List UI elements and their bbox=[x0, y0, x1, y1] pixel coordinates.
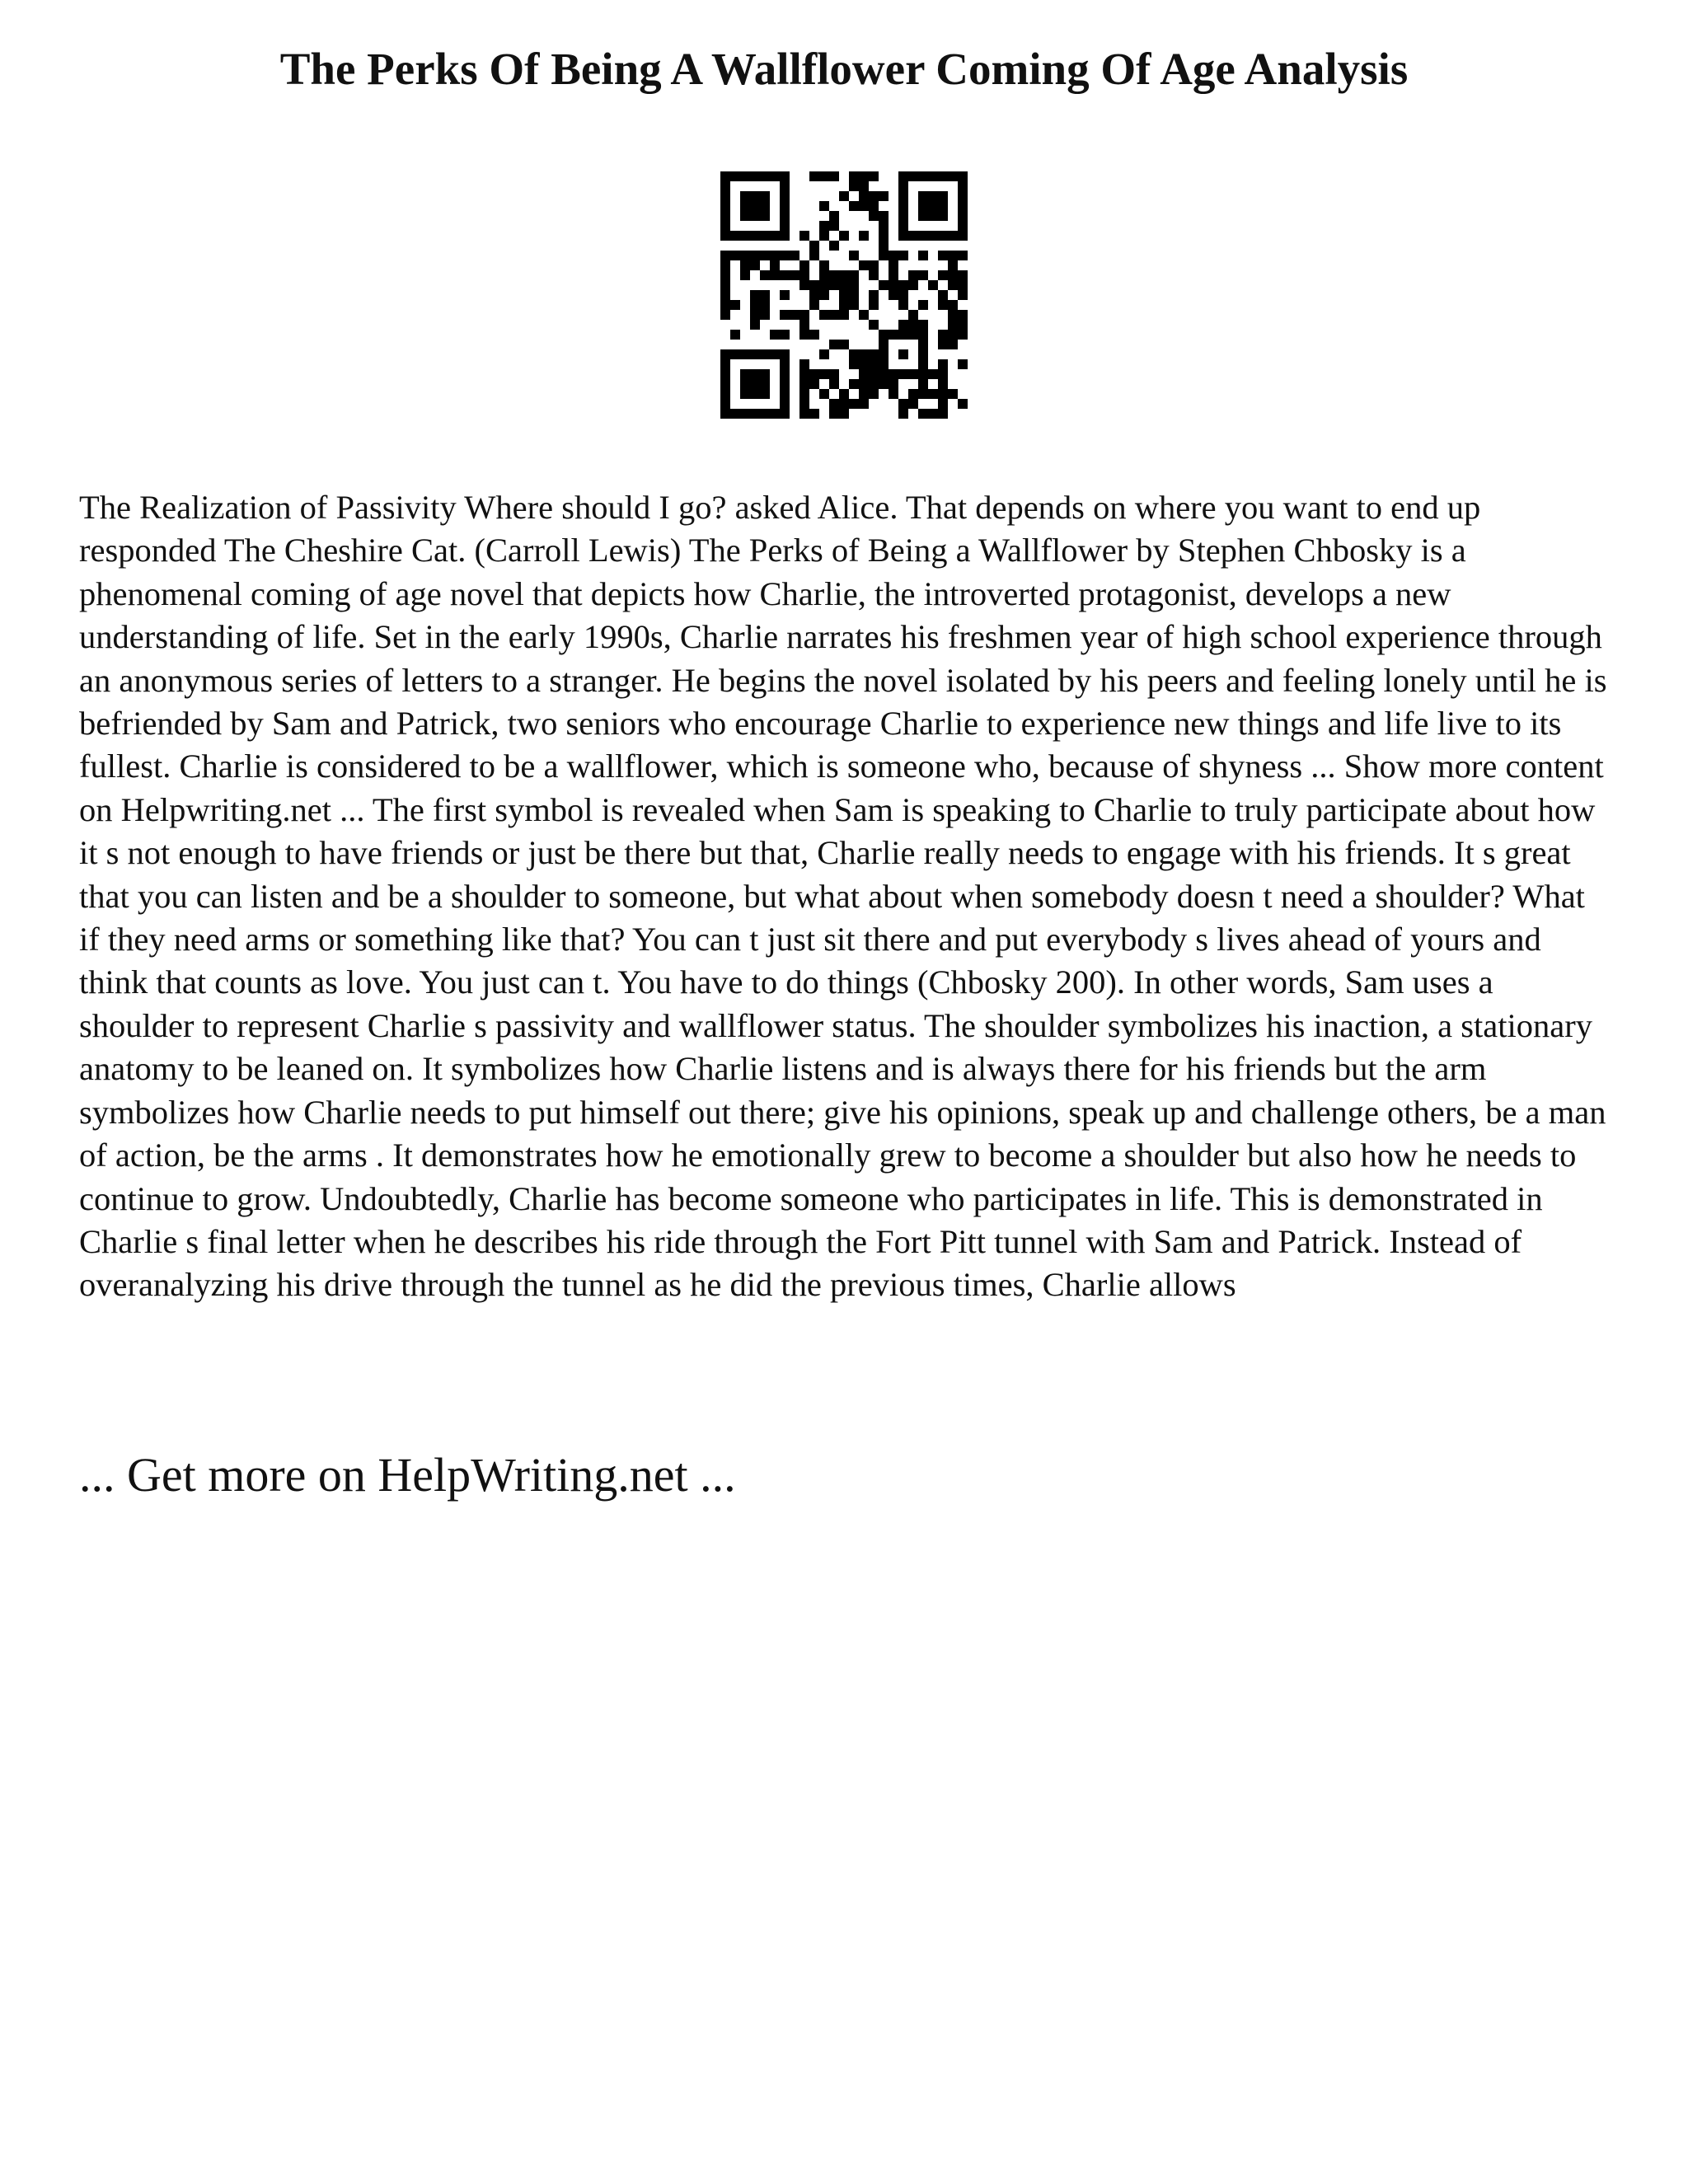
qr-module bbox=[790, 270, 799, 280]
qr-module bbox=[799, 409, 809, 419]
qr-module bbox=[750, 300, 760, 310]
qr-module bbox=[869, 260, 879, 270]
qr-module bbox=[839, 399, 849, 409]
qr-module bbox=[948, 280, 958, 290]
qr-module bbox=[898, 399, 908, 409]
qr-module bbox=[859, 310, 869, 320]
qr-module bbox=[829, 241, 839, 251]
qr-module bbox=[829, 369, 839, 379]
qr-module bbox=[908, 389, 918, 399]
qr-module bbox=[730, 300, 740, 310]
qr-module bbox=[928, 369, 938, 379]
qr-module bbox=[859, 349, 869, 359]
qr-module bbox=[938, 359, 948, 369]
qr-module bbox=[799, 270, 809, 280]
qr-module bbox=[869, 389, 879, 399]
qr-module bbox=[849, 171, 859, 181]
qr-module bbox=[869, 369, 879, 379]
qr-module bbox=[879, 340, 889, 349]
qr-module bbox=[938, 379, 948, 389]
qr-module bbox=[898, 409, 908, 419]
qr-module bbox=[720, 251, 730, 260]
qr-module bbox=[879, 191, 889, 201]
qr-module bbox=[948, 270, 958, 280]
qr-module bbox=[730, 330, 740, 340]
qr-module bbox=[958, 181, 968, 231]
qr-module bbox=[918, 369, 928, 379]
qr-module bbox=[938, 340, 948, 349]
qr-module bbox=[720, 280, 730, 290]
qr-module bbox=[849, 359, 859, 369]
qr-module bbox=[869, 379, 879, 389]
qr-module bbox=[849, 290, 859, 300]
document-title: The Perks Of Being A Wallflower Coming Of Age Analysis bbox=[279, 44, 1409, 94]
qr-module bbox=[799, 320, 809, 330]
qr-module bbox=[819, 369, 829, 379]
body-paragraph: The Realization of Passivity Where should I go? asked Alice. That depends on where you want to end up responded The Cheshire Cat. (Carroll Lewis) The Perks of Being a Wallflower by Stephen Chbosky is a phenomenal coming of age novel that depicts how Charlie, the introverted protagonist, develops a new understanding of life. Set in the early 1990s, Charlie narrates his freshmen year of high school experience through an anonymous series of letters to a stranger. He begins the novel isolated by his peers and feeling lonely until he is befriended by Sam and Patrick, two seniors who encourage Charlie to experience new things and life live to its fullest. Charlie is considered to be a wallflower, which is someone who, because of shyness ... Show more content on Helpwriting.net ... The first symbol is revealed when Sam is speaking to Charlie to truly participate about how it s not enough to have friends or just be there but that, Charlie really needs to engage with his friends. It s great that you can listen and be a shoulder to someone, but what about when somebody doesn t need a shoulder? What if they need arms or something like that? You can t just sit there and put everybody s lives ahead of yours and think that counts as love. You just can t. You have to do things (Chbosky 200). In other words, Sam uses a shoulder to represent Charlie s passivity and wallflower status. The shoulder symbolizes his inaction, a stationary anatomy to be leaned on. It symbolizes how Charlie listens and is always there for his friends but the arm symbolizes how Charlie needs to put himself out there; give his opinions, speak up and challenge others, be a man of action, be the arms . It demonstrates how he emotionally grew to become a shoulder but also how he needs to continue to grow. Undoubtedly, Charlie has become someone who participates in life. This is demonstrated in Charlie s final letter when he describes his ride through the Fort Pitt tunnel with Sam and Patrick. Instead of overanalyzing his drive through the tunnel as he did the previous times, Charlie allows bbox=[79, 489, 1607, 1304]
qr-module bbox=[889, 330, 898, 340]
qr-module bbox=[859, 399, 869, 409]
qr-module bbox=[869, 290, 879, 300]
qr-module bbox=[898, 320, 908, 330]
qr-module bbox=[780, 181, 790, 231]
qr-module bbox=[720, 270, 730, 280]
qr-module bbox=[879, 280, 889, 290]
qr-module bbox=[819, 231, 829, 241]
qr-module bbox=[770, 270, 780, 280]
qr-module bbox=[859, 359, 869, 369]
qr-module bbox=[908, 330, 918, 340]
qr-module bbox=[809, 409, 819, 419]
qr-module bbox=[908, 399, 918, 409]
qr-module bbox=[938, 399, 948, 409]
qr-module bbox=[898, 369, 908, 379]
qr-module bbox=[918, 270, 928, 280]
qr-module bbox=[720, 260, 730, 270]
qr-module bbox=[879, 211, 889, 221]
qr-module bbox=[829, 171, 839, 181]
qr-module bbox=[849, 251, 859, 260]
qr-module bbox=[720, 300, 730, 310]
qr-module bbox=[750, 260, 760, 270]
qr-module bbox=[908, 369, 918, 379]
qr-module bbox=[849, 201, 859, 211]
qr-module bbox=[879, 359, 889, 369]
get-more-link[interactable]: ... Get more on HelpWriting.net ... bbox=[79, 1448, 736, 1502]
qr-module bbox=[829, 211, 839, 221]
qr-module bbox=[869, 270, 879, 280]
qr-module bbox=[859, 389, 869, 399]
qr-module bbox=[839, 270, 849, 280]
qr-module bbox=[898, 300, 908, 310]
qr-module bbox=[849, 181, 859, 191]
qr-module bbox=[819, 171, 829, 181]
qr-module bbox=[889, 379, 898, 389]
qr-code-graphic bbox=[720, 171, 968, 419]
qr-module bbox=[918, 389, 928, 399]
qr-module bbox=[918, 409, 928, 419]
qr-module bbox=[720, 171, 790, 181]
qr-module bbox=[780, 270, 790, 280]
qr-module bbox=[750, 320, 760, 330]
qr-module bbox=[799, 280, 809, 290]
qr-module bbox=[859, 379, 869, 389]
qr-module bbox=[819, 290, 829, 300]
qr-module bbox=[849, 349, 859, 359]
qr-module bbox=[819, 389, 829, 399]
qr-module bbox=[799, 330, 809, 340]
qr-module bbox=[740, 369, 770, 399]
qr-module bbox=[839, 290, 849, 300]
qr-module bbox=[948, 310, 958, 320]
qr-module bbox=[938, 270, 948, 280]
qr-module bbox=[879, 241, 889, 251]
qr-module bbox=[948, 300, 958, 310]
qr-module bbox=[938, 389, 948, 399]
qr-module bbox=[829, 310, 839, 320]
qr-module bbox=[819, 260, 829, 270]
qr-module bbox=[889, 260, 898, 270]
qr-module bbox=[918, 359, 928, 369]
qr-module bbox=[958, 320, 968, 330]
qr-module bbox=[799, 389, 809, 399]
qr-module bbox=[799, 310, 809, 320]
qr-module bbox=[839, 310, 849, 320]
qr-module bbox=[819, 221, 829, 231]
qr-module bbox=[889, 251, 898, 260]
qr-module bbox=[720, 359, 730, 409]
qr-module bbox=[918, 251, 928, 260]
qr-module bbox=[879, 330, 889, 340]
qr-module bbox=[958, 280, 968, 290]
qr-module bbox=[938, 251, 948, 260]
qr-module bbox=[849, 280, 859, 290]
qr-module bbox=[869, 201, 879, 211]
qr-module bbox=[799, 399, 809, 409]
qr-module bbox=[740, 260, 750, 270]
qr-module bbox=[819, 349, 829, 359]
qr-module bbox=[720, 290, 730, 300]
qr-module bbox=[819, 310, 829, 320]
qr-module bbox=[889, 389, 898, 399]
qr-module bbox=[809, 330, 819, 340]
qr-module bbox=[839, 340, 849, 349]
qr-module bbox=[720, 349, 790, 359]
qr-module bbox=[760, 300, 770, 310]
qr-module bbox=[908, 310, 918, 320]
qr-module bbox=[889, 280, 898, 290]
qr-module bbox=[898, 171, 968, 181]
qr-module bbox=[740, 270, 750, 280]
qr-module bbox=[879, 379, 889, 389]
qr-module bbox=[859, 260, 869, 270]
qr-module bbox=[859, 231, 869, 241]
qr-module bbox=[859, 171, 869, 181]
qr-module bbox=[839, 191, 849, 201]
qr-module bbox=[819, 201, 829, 211]
qr-module bbox=[829, 409, 839, 419]
qr-module bbox=[879, 349, 889, 359]
qr-module bbox=[948, 251, 958, 260]
qr-module bbox=[780, 359, 790, 409]
qr-module bbox=[809, 379, 819, 389]
qr-module bbox=[809, 251, 819, 260]
qr-module bbox=[938, 369, 948, 379]
qr-module bbox=[898, 280, 908, 290]
qr-module bbox=[829, 280, 839, 290]
qr-module bbox=[720, 231, 790, 241]
qr-module bbox=[879, 251, 889, 260]
qr-module bbox=[780, 330, 790, 340]
qr-module bbox=[879, 221, 889, 231]
qr-module bbox=[780, 251, 790, 260]
qr-module bbox=[869, 320, 879, 330]
qr-module bbox=[918, 379, 928, 389]
qr-module bbox=[958, 270, 968, 280]
qr-module bbox=[829, 270, 839, 280]
qr-module bbox=[898, 290, 908, 300]
qr-module bbox=[928, 280, 938, 290]
qr-module bbox=[809, 300, 819, 310]
qr-module bbox=[948, 260, 958, 270]
qr-module bbox=[889, 270, 898, 280]
qr-module bbox=[829, 221, 839, 231]
qr-module bbox=[928, 389, 938, 399]
qr-module bbox=[799, 231, 809, 241]
qr-module bbox=[948, 330, 958, 340]
qr-module bbox=[898, 330, 908, 340]
qr-module bbox=[859, 181, 869, 191]
qr-module bbox=[839, 300, 849, 310]
qr-module bbox=[889, 290, 898, 300]
qr-module bbox=[790, 310, 799, 320]
qr-module bbox=[750, 251, 760, 260]
qr-module bbox=[819, 280, 829, 290]
qr-module bbox=[958, 290, 968, 300]
qr-module bbox=[908, 270, 918, 280]
qr-module bbox=[839, 409, 849, 419]
qr-module bbox=[849, 379, 859, 389]
qr-module bbox=[809, 369, 819, 379]
qr-module bbox=[740, 191, 770, 221]
qr-module bbox=[869, 359, 879, 369]
qr-module bbox=[908, 320, 918, 330]
qr-module bbox=[799, 260, 809, 270]
qr-module bbox=[958, 399, 968, 409]
qr-module bbox=[829, 379, 839, 389]
qr-module bbox=[938, 290, 948, 300]
qr-module bbox=[839, 280, 849, 290]
qr-module bbox=[859, 201, 869, 211]
qr-module bbox=[720, 181, 730, 231]
qr-module bbox=[750, 310, 760, 320]
qr-module bbox=[790, 251, 799, 260]
qr-module bbox=[770, 260, 780, 270]
qr-module bbox=[918, 349, 928, 359]
qr-module bbox=[720, 310, 730, 320]
qr-module bbox=[918, 191, 948, 221]
qr-module bbox=[799, 359, 809, 369]
qr-module bbox=[869, 349, 879, 359]
qr-module bbox=[760, 310, 770, 320]
qr-module bbox=[869, 171, 879, 181]
qr-module bbox=[918, 300, 928, 310]
qr-module bbox=[849, 270, 859, 280]
qr-module bbox=[730, 251, 740, 260]
qr-module bbox=[829, 399, 839, 409]
qr-module bbox=[849, 300, 859, 310]
qr-module bbox=[898, 231, 968, 241]
qr-module bbox=[829, 340, 839, 349]
qr-module bbox=[839, 231, 849, 241]
qr-module bbox=[740, 251, 750, 260]
qr-module bbox=[780, 290, 790, 300]
qr-module bbox=[869, 191, 879, 201]
qr-module bbox=[898, 251, 908, 260]
qr-module bbox=[799, 379, 809, 389]
qr-module bbox=[958, 251, 968, 260]
qr-module bbox=[809, 241, 819, 251]
qr-module bbox=[819, 270, 829, 280]
qr-module bbox=[760, 270, 770, 280]
qr-module bbox=[928, 409, 938, 419]
qr-module bbox=[809, 290, 819, 300]
qr-module bbox=[908, 280, 918, 290]
qr-module bbox=[809, 280, 819, 290]
qr-module bbox=[720, 409, 790, 419]
qr-module bbox=[879, 231, 889, 241]
qr-module bbox=[938, 300, 948, 310]
qr-code-icon bbox=[720, 171, 968, 419]
qr-module bbox=[938, 409, 948, 419]
qr-module bbox=[958, 310, 968, 320]
qr-module bbox=[898, 181, 908, 231]
qr-module bbox=[879, 369, 889, 379]
qr-module bbox=[918, 340, 928, 349]
qr-module bbox=[839, 389, 849, 399]
qr-module bbox=[869, 211, 879, 221]
qr-module bbox=[958, 330, 968, 340]
qr-module bbox=[958, 359, 968, 369]
qr-module bbox=[918, 320, 928, 330]
qr-module bbox=[760, 251, 770, 260]
qr-module bbox=[750, 290, 760, 300]
qr-module bbox=[770, 251, 780, 260]
qr-module bbox=[898, 349, 908, 359]
qr-module bbox=[770, 330, 780, 340]
qr-module bbox=[780, 310, 790, 320]
qr-module bbox=[889, 369, 898, 379]
qr-module bbox=[799, 369, 809, 379]
qr-module bbox=[869, 300, 879, 310]
qr-module bbox=[948, 389, 958, 399]
qr-module bbox=[859, 191, 869, 201]
qr-module bbox=[809, 171, 819, 181]
qr-module bbox=[948, 340, 958, 349]
qr-module bbox=[948, 320, 958, 330]
qr-module bbox=[918, 330, 928, 340]
qr-module bbox=[859, 369, 869, 379]
qr-module bbox=[849, 399, 859, 409]
qr-module bbox=[760, 290, 770, 300]
qr-module bbox=[938, 330, 948, 340]
